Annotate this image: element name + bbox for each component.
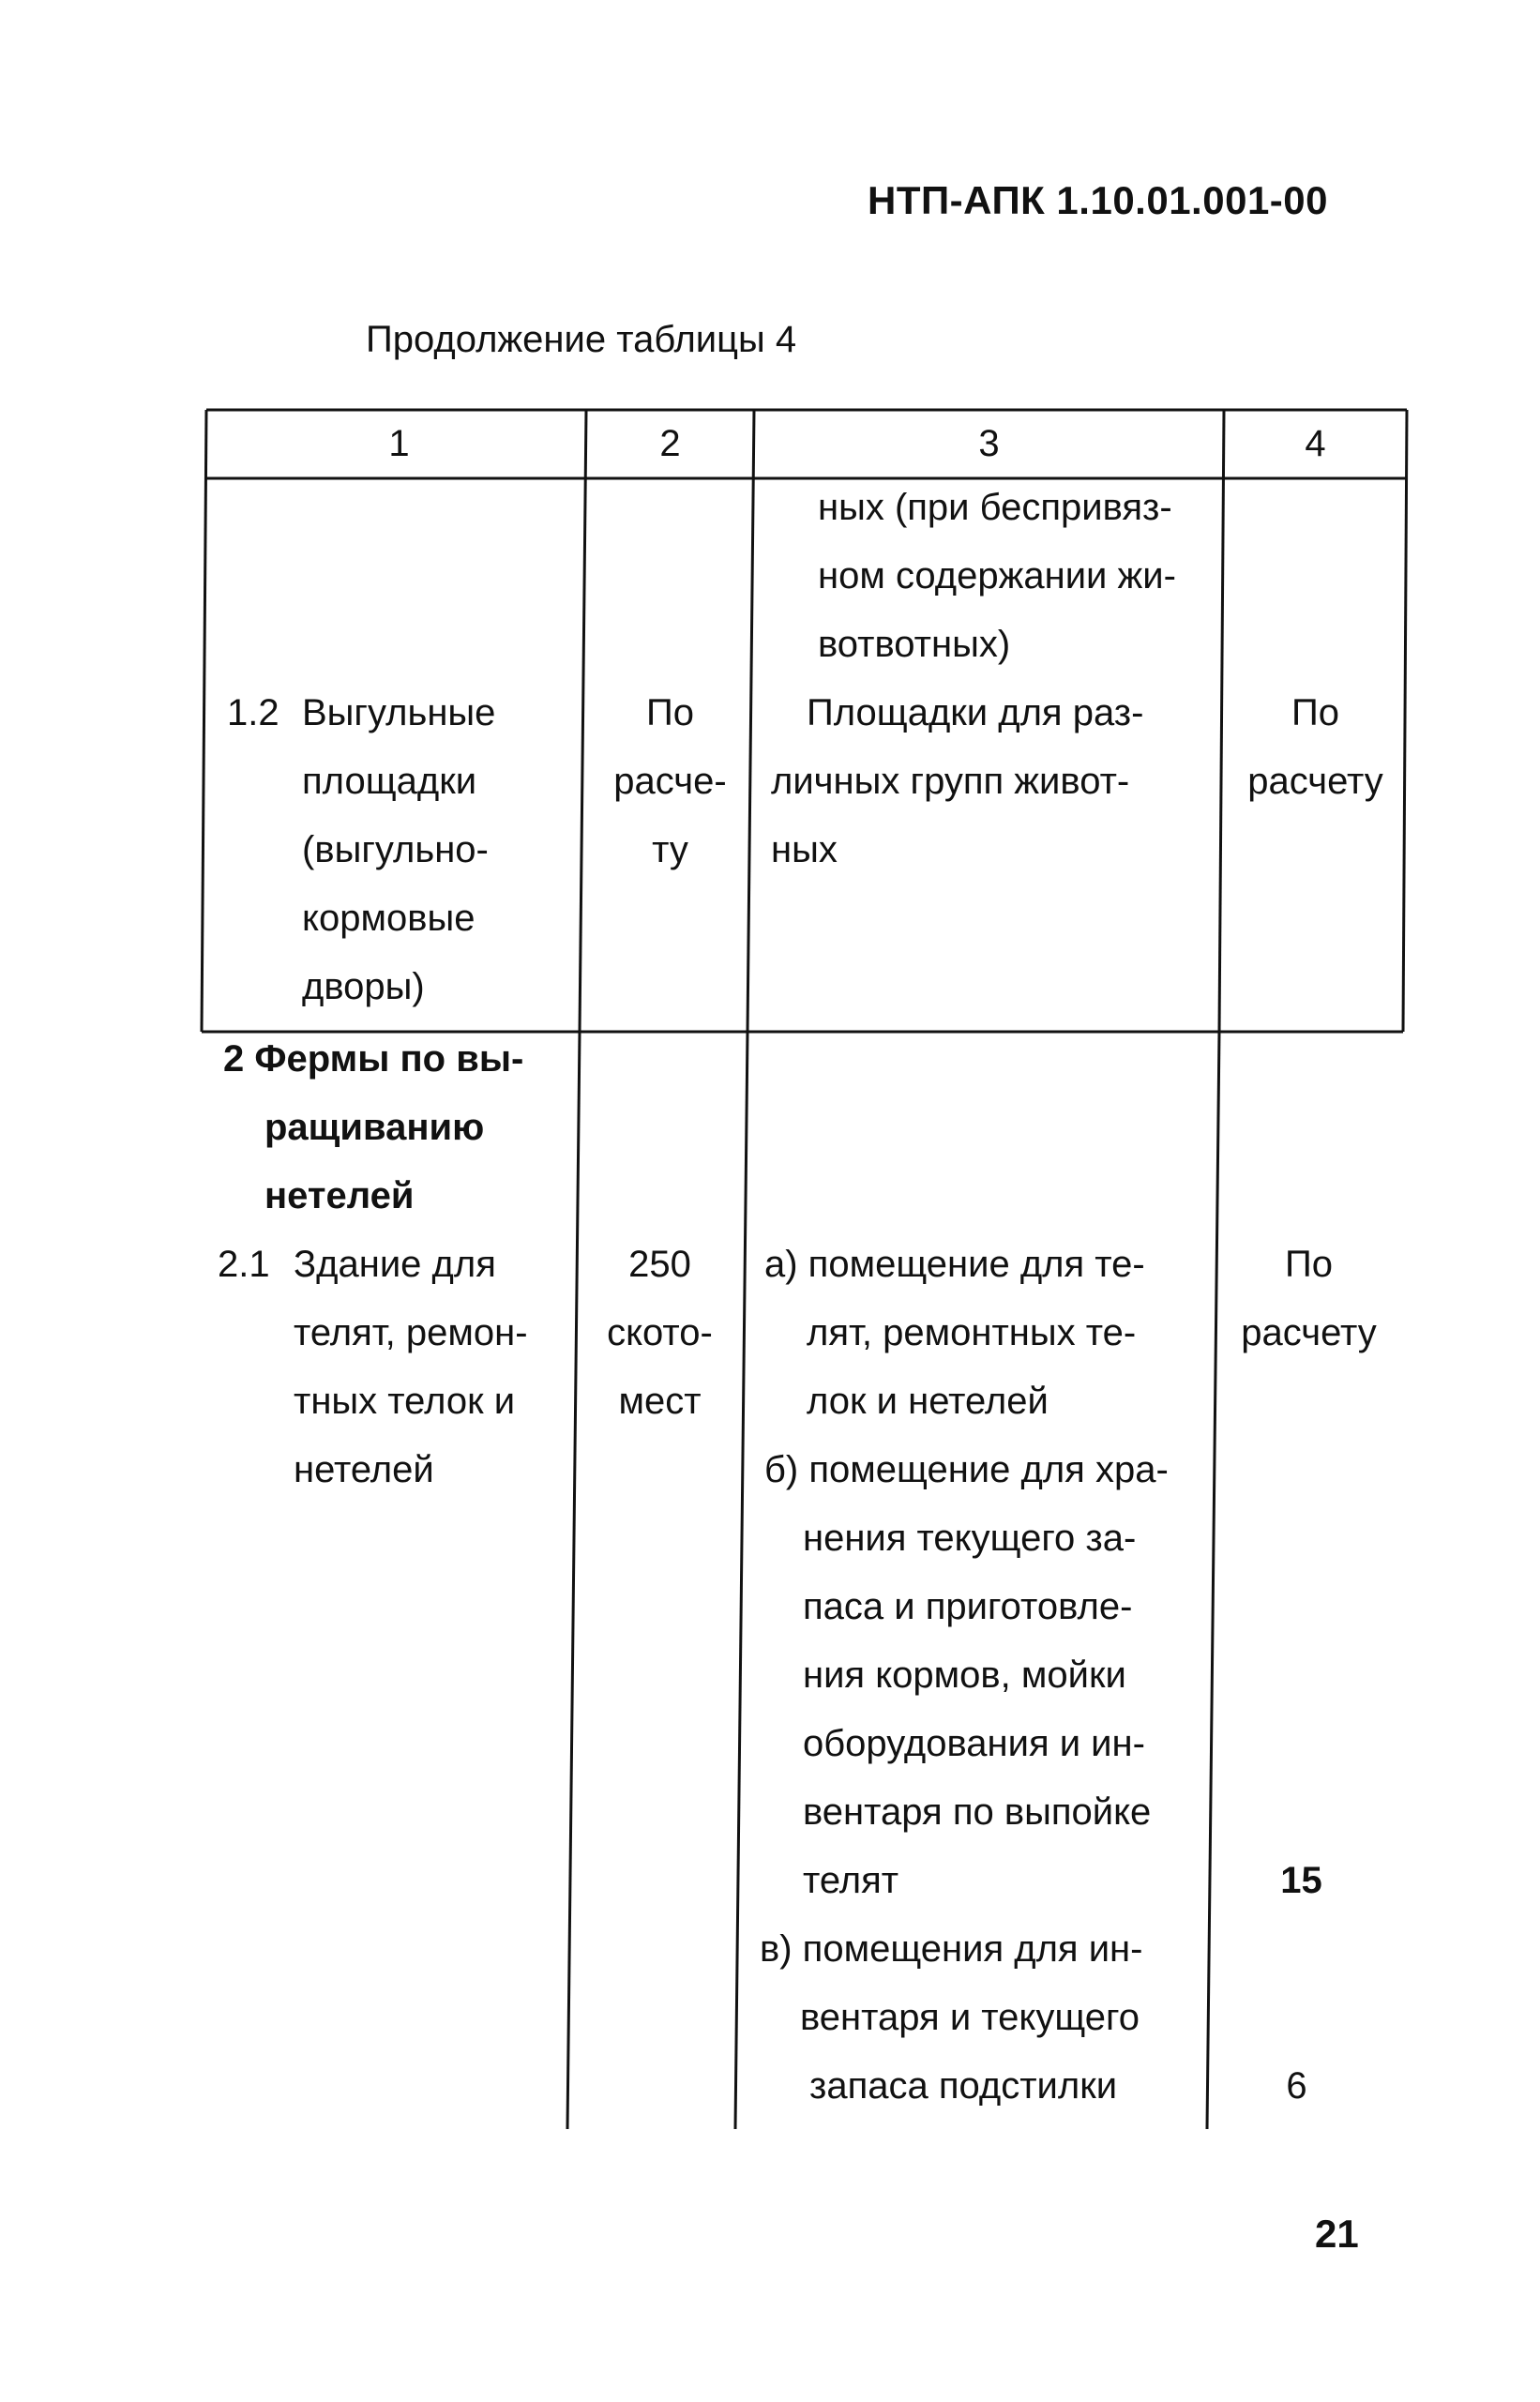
row-name-line: дворы) [302,966,425,1007]
item-c-line: в) помещения для ин- [760,1928,1143,1970]
item-b-line: телят [803,1860,899,1901]
area-line: расчету [1247,761,1383,802]
item-a-line: лок и нетелей [807,1381,1049,1422]
document-code: НТП-АПК 1.10.01.001-00 [868,178,1329,222]
area-line: По [1291,692,1339,733]
row-name-line: площадки [302,761,477,802]
item-b-line: ния кормов, мойки [803,1654,1126,1696]
item-a-line: а) помещение для те- [764,1244,1145,1285]
section-title-line: 2 Фермы по вы- [223,1038,524,1080]
column-divider-1-lower [567,1032,580,2129]
item-b-line: вентаря по выпойке [803,1791,1152,1833]
composition-line: Площадки для раз- [807,692,1144,733]
column-header-1: 1 [388,423,410,464]
page-number: 21 [1315,2212,1359,2256]
column-divider-1 [580,410,586,1032]
capacity-line: ското- [607,1312,713,1353]
section-title-line: нетелей [264,1175,415,1216]
column-divider-2-lower [735,1032,747,2129]
column-header-3: 3 [978,423,1000,464]
capacity-line: расче- [613,761,727,802]
row-name-line: кормовые [302,898,476,939]
item-c-area: 6 [1286,2065,1307,2107]
capacity-line: 250 [628,1244,691,1285]
table-caption: Продолжение таблицы 4 [366,319,797,360]
row-name-line: (выгульно- [302,829,489,870]
row-number: 1.2 [227,692,279,733]
item-b-line: оборудования и ин- [803,1723,1145,1764]
composition-line: ных [771,829,838,870]
area-line: По [1285,1244,1333,1285]
table-left-border [202,410,206,1032]
capacity-line: По [646,692,694,733]
composition-line: личных групп живот- [771,761,1130,802]
column-header-2: 2 [659,423,681,464]
item-b-line: нения текущего за- [803,1518,1137,1559]
row-number: 2.1 [218,1244,270,1285]
continuation-line: ных (при беспривяз- [818,487,1172,528]
item-b-line: б) помещение для хра- [764,1449,1169,1490]
row-name-line: нетелей [294,1449,434,1490]
row-name-line: тных телок и [294,1381,516,1422]
row-name-line: Здание для [294,1244,496,1285]
continuation-line: вотвотных) [818,624,1011,665]
capacity-line: ту [652,829,688,870]
column-divider-3-lower [1207,1032,1219,2129]
area-line: расчету [1241,1312,1377,1353]
continuation-line: ном содержании жи- [818,555,1176,597]
column-header-4: 4 [1305,423,1326,464]
capacity-line: мест [618,1381,702,1422]
item-b-line: паса и приготовле- [803,1586,1133,1627]
item-c-line: запаса подстилки [809,2065,1118,2107]
item-c-line: вентаря и текущего [800,1997,1140,2038]
item-a-line: лят, ремонтных те- [807,1312,1137,1353]
row-name-line: телят, ремон- [294,1312,528,1353]
row-name-line: Выгульные [302,692,496,733]
item-b-area: 15 [1280,1860,1322,1901]
section-title-line: ращиванию [264,1107,485,1148]
